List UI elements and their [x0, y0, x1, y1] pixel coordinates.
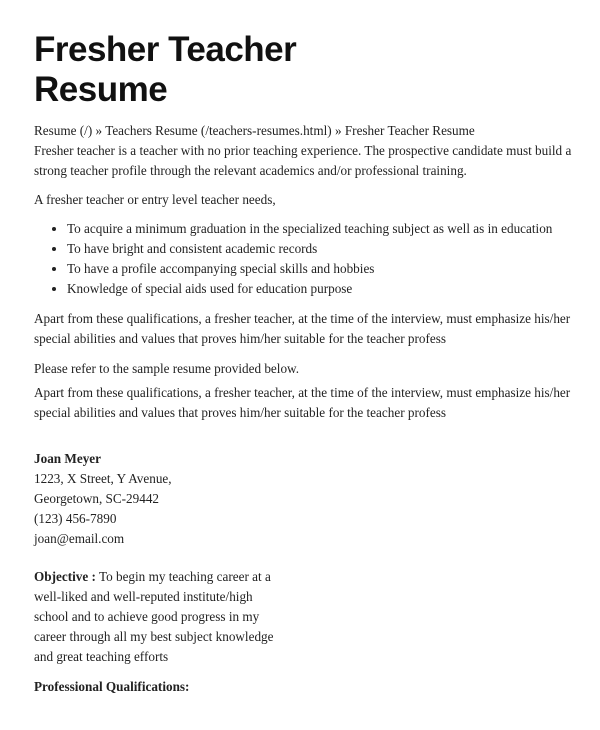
list-item: • To acquire a minimum graduation in the specialized teaching subject as well as in education	[67, 219, 600, 239]
list-item: • To have a profile accompanying special skills and hobbies	[67, 259, 600, 279]
needs-intro: A fresher teacher or entry level teacher needs,	[34, 192, 276, 207]
breadcrumb-teachers-resume-link[interactable]: Teachers Resume (/teachers-resumes.html)	[105, 123, 332, 138]
intro-paragraph: Fresher teacher is a teacher with no prior teaching experience. The prospective candidate must build a strong teacher profile through the relevant academics and/or professional training.	[34, 143, 572, 178]
candidate-name: Joan Meyer	[34, 451, 102, 466]
objective-section	[34, 567, 284, 667]
list-item: • To have bright and consistent academic records	[67, 239, 600, 259]
contact-block	[34, 449, 172, 549]
interview-paragraph-repeat: Apart from these qualifications, a fresher teacher, at the time of the interview, must emphasize his/her special abilities and values that proves him/her suitable for the teacher profess	[34, 385, 571, 420]
sample-reference-text: Please refer to the sample resume provided below.	[34, 361, 299, 376]
title-line-2: Resume	[34, 70, 168, 109]
address-line-1: 1223, X Street, Y Avenue,	[34, 471, 172, 486]
interview-paragraph: Apart from these qualifications, a fresher teacher, at the time of the interview, must emphasize his/her special abilities and values that proves him/her suitable for the teacher profess	[34, 311, 571, 346]
breadcrumb	[34, 121, 475, 141]
title-line-1: Fresher Teacher	[34, 30, 297, 69]
objective-label: Objective :	[34, 569, 96, 584]
needs-list	[34, 219, 600, 299]
breadcrumb-home-link[interactable]: Resume (/)	[34, 123, 93, 138]
list-item: • Knowledge of special aids used for education purpose	[67, 279, 600, 299]
breadcrumb-separator: »	[92, 123, 106, 138]
breadcrumb-current: Fresher Teacher Resume	[344, 123, 475, 138]
page-title	[34, 30, 296, 110]
breadcrumb-separator: »	[331, 123, 345, 138]
objective-text: To begin my teaching career at a well-liked and well-reputed institute/high school and to achieve good progress in my career through all my best subject knowledge and great teaching efforts	[34, 569, 274, 664]
address-line-2: Georgetown, SC-29442	[34, 491, 160, 506]
email-address: joan@email.com	[34, 531, 125, 546]
qualifications-heading: Professional Qualifications:	[34, 679, 190, 694]
phone-number: (123) 456-7890	[34, 511, 117, 526]
